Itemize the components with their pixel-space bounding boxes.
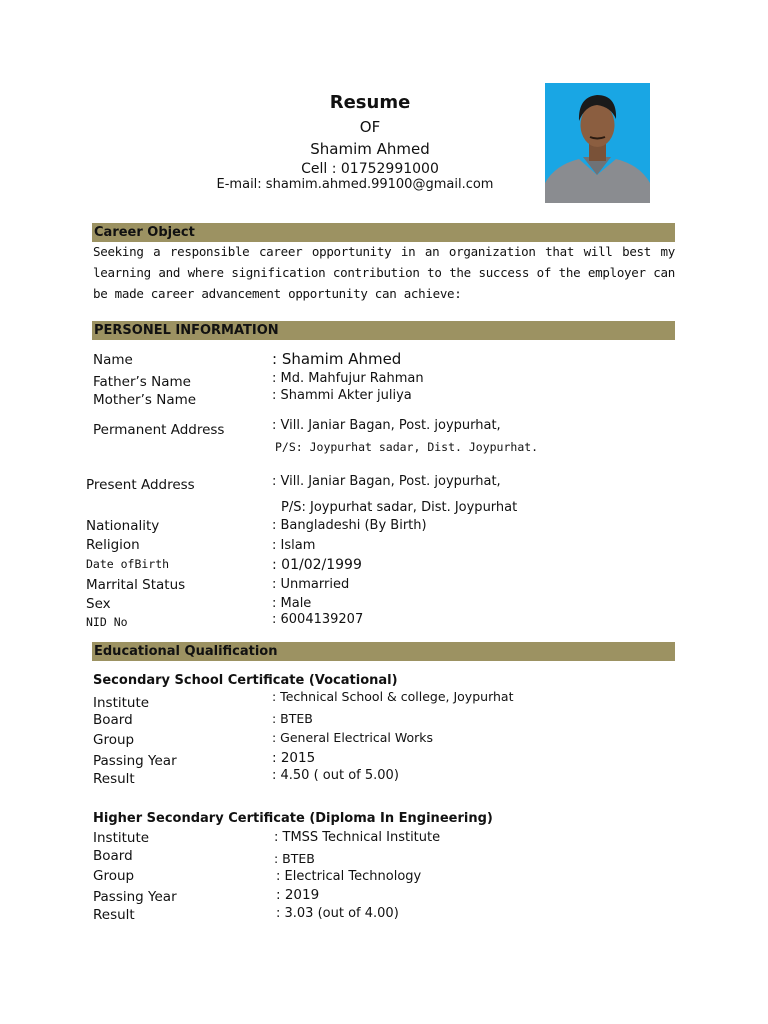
ssc-board-value: : BTEB — [272, 711, 313, 726]
permanent-address-label: Permanent Address — [93, 422, 225, 438]
ssc-result-value: : 4.50 ( out of 5.00) — [272, 768, 399, 783]
ssc-group-label: Group — [93, 732, 135, 748]
nationality-value: : Bangladeshi (By Birth) — [272, 518, 427, 533]
hsc-group-value: : Electrical Technology — [276, 869, 422, 884]
ssc-year-label: Passing Year — [93, 753, 177, 769]
hsc-board-value: : BTEB — [274, 851, 315, 866]
nid-value: : 6004139207 — [272, 612, 364, 627]
resume-of: OF — [359, 118, 381, 136]
father-name-label: Father’s Name — [93, 374, 191, 390]
personal-info-heading: PERSONEL INFORMATION — [92, 321, 675, 340]
candidate-name: Shamim Ahmed — [310, 140, 430, 158]
resume-title: Resume — [329, 92, 411, 113]
ssc-title: Secondary School Certificate (Vocational) — [93, 673, 398, 688]
religion-value: : Islam — [272, 538, 316, 553]
sex-label: Sex — [86, 596, 111, 612]
permanent-address-line2: P/S: Joypurhat sadar, Dist. Joypurhat. — [275, 440, 539, 454]
father-name-value: : Md. Mahfujur Rahman — [272, 371, 424, 386]
hsc-institute-value: : TMSS Technical Institute — [274, 830, 441, 845]
ssc-year-value: : 2015 — [272, 750, 316, 766]
permanent-address-line1: : Vill. Janiar Bagan, Post. joypurhat, — [272, 418, 501, 433]
religion-label: Religion — [86, 537, 140, 553]
present-address-line2: P/S: Joypurhat sadar, Dist. Joypurhat — [281, 500, 518, 515]
sex-value: : Male — [272, 596, 312, 611]
dob-label: Date ofBirth — [86, 557, 170, 571]
present-address-line1: : Vill. Janiar Bagan, Post. joypurhat, — [272, 474, 501, 489]
dob-value: : 01/02/1999 — [272, 557, 362, 573]
hsc-result-label: Result — [93, 907, 135, 923]
email-address: E-mail: shamim.ahmed.99100@gmail.com — [216, 177, 494, 192]
person-portrait-icon — [545, 83, 650, 203]
marital-status-label: Marrital Status — [86, 577, 186, 593]
career-object-text: Seeking a responsible career opportunity in an organization that will best my learning and where signification contribution to the success of the employer can be made career advancement opportunity can achieve: — [93, 244, 675, 301]
nationality-label: Nationality — [86, 518, 160, 534]
education-heading: Educational Qualification — [92, 642, 675, 661]
ssc-institute-label: Institute — [93, 695, 150, 711]
marital-status-value: : Unmarried — [272, 577, 350, 592]
career-object-heading: Career Object — [92, 223, 675, 242]
name-value: : Shamim Ahmed — [272, 350, 402, 368]
hsc-institute-label: Institute — [93, 830, 150, 846]
cell-number: Cell : 01752991000 — [301, 161, 439, 177]
ssc-result-label: Result — [93, 771, 135, 787]
ssc-board-label: Board — [93, 712, 133, 728]
ssc-group-value: : General Electrical Works — [272, 730, 434, 745]
name-label: Name — [93, 352, 133, 368]
hsc-board-label: Board — [93, 848, 133, 864]
hsc-title: Higher Secondary Certificate (Diploma In Engineering) — [93, 811, 493, 826]
hsc-group-label: Group — [93, 868, 135, 884]
hsc-year-label: Passing Year — [93, 889, 177, 905]
present-address-label: Present Address — [86, 477, 195, 493]
hsc-year-value: : 2019 — [276, 887, 320, 903]
mother-name-label: Mother’s Name — [93, 392, 197, 408]
nid-label: NID No — [86, 615, 128, 629]
ssc-institute-value: : Technical School & college, Joypurhat — [272, 689, 514, 704]
profile-photo — [545, 83, 650, 203]
mother-name-value: : Shammi Akter juliya — [272, 388, 412, 403]
hsc-result-value: : 3.03 (out of 4.00) — [276, 906, 399, 921]
